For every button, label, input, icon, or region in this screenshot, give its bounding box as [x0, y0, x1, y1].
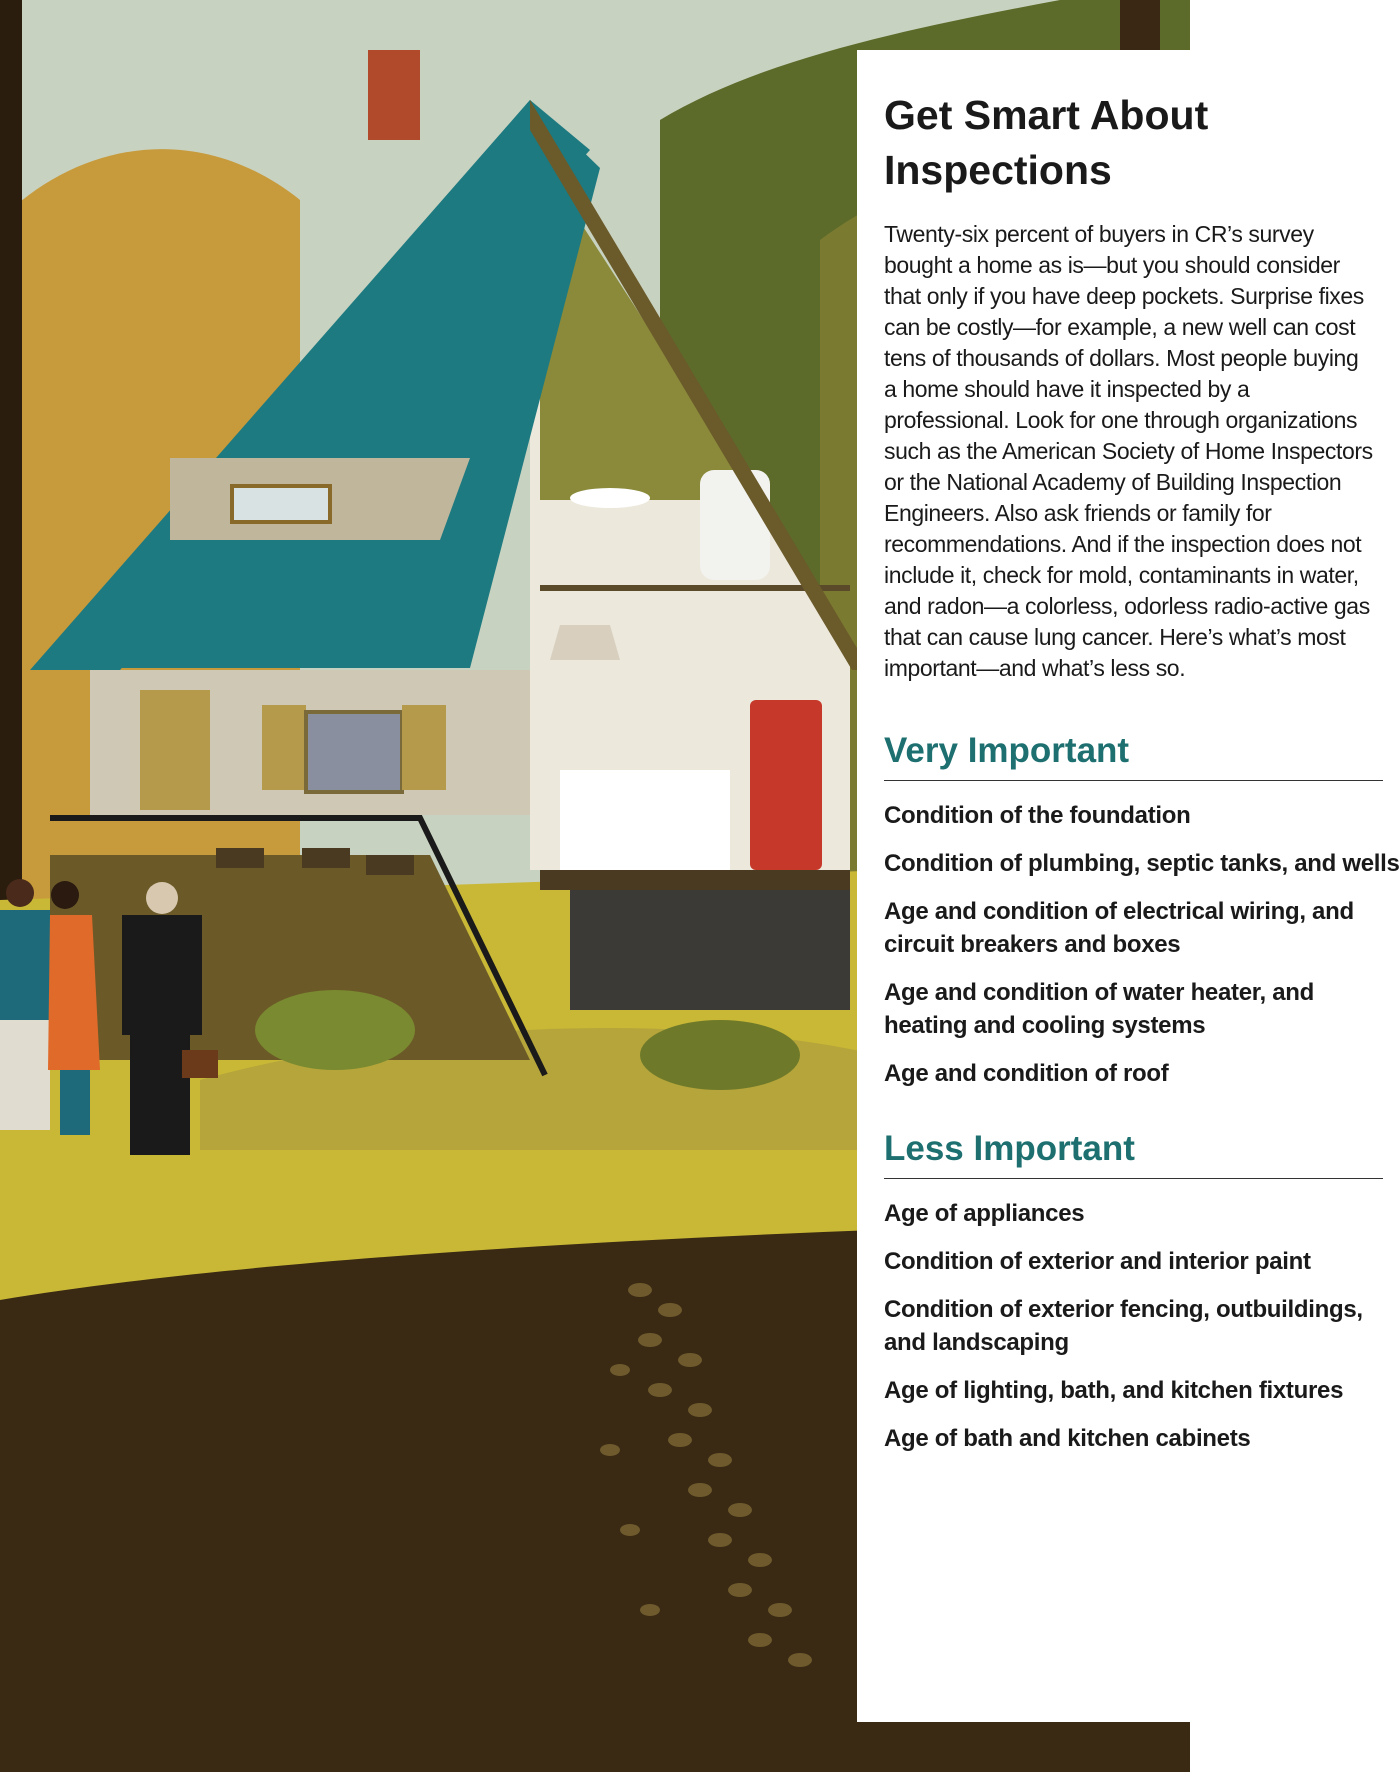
- dormer-window: [232, 486, 330, 522]
- shutter-right: [402, 705, 446, 790]
- list-item: Age and condition of water heater, and heating and cooling systems: [884, 979, 1314, 1039]
- list-item: Age of lighting, bath, and kitchen fixtures: [884, 1377, 1344, 1404]
- counter: [560, 770, 730, 870]
- pendant-lamp: [550, 625, 620, 660]
- article-title: Get Smart About Inspections: [884, 92, 1209, 193]
- floor-main: [540, 870, 850, 890]
- very-important-list: [884, 799, 1400, 1090]
- list-item: Age and condition of roof: [884, 1060, 1169, 1087]
- flower-box: [366, 855, 414, 875]
- list-item: Condition of the foundation: [884, 802, 1191, 829]
- list-item: Age of appliances: [884, 1200, 1085, 1227]
- shutter-left: [262, 705, 306, 790]
- flower-box: [216, 848, 264, 868]
- tree-trunk-left: [0, 0, 22, 1000]
- basement: [570, 890, 850, 1010]
- less-important-heading: Less Important: [884, 1128, 1383, 1179]
- list-item: Condition of plumbing, septic tanks, and wells: [884, 850, 1400, 877]
- article-panel: [857, 50, 1400, 1722]
- bush: [640, 1020, 800, 1090]
- bush: [255, 990, 415, 1070]
- chimney: [368, 50, 420, 140]
- flower-box: [302, 848, 350, 868]
- door: [140, 690, 210, 810]
- list-item: Condition of exterior fencing, outbuildings, and landscaping: [884, 1296, 1363, 1356]
- sink: [570, 488, 650, 508]
- list-item: Age of bath and kitchen cabinets: [884, 1425, 1251, 1452]
- list-item: Age and condition of electrical wiring, and circuit breakers and boxes: [884, 898, 1354, 958]
- article-intro: Twenty-six percent of buyers in CR’s survey bought a home as is—but you should consider that only if you have deep pockets. Surprise fixes can be costly—for example, a new well can cost tens of thousands of dollars. Most people buying a home should have it inspected by a professional. Look for one through organizations such as the American Society of Home Inspectors or the National Academy of Building Inspection Engineers. Also ask friends or family for recommendations. And if the inspection does not include it, check for mold, contaminants in water, and radon—a colorless, odorless radio-active gas that can cause lung cancer. Here’s what’s most important—and what’s less so.: [884, 221, 1373, 681]
- fridge: [750, 700, 822, 870]
- very-important-heading: Very Important: [884, 730, 1383, 781]
- less-important-list: [884, 1197, 1400, 1455]
- list-item: Condition of exterior and interior paint: [884, 1248, 1311, 1275]
- front-window: [306, 712, 402, 792]
